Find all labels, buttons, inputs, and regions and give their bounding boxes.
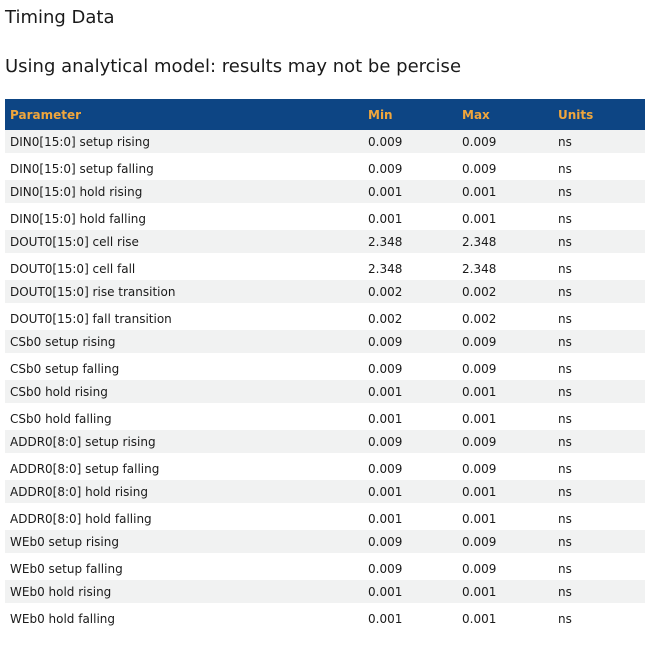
units-cell: ns <box>553 305 645 330</box>
max-cell: 0.002 <box>457 280 553 305</box>
max-cell: 0.001 <box>457 380 553 405</box>
parameter-cell: DIN0[15:0] setup rising <box>5 130 363 155</box>
units-cell: ns <box>553 430 645 455</box>
column-header-units: Units <box>553 99 645 130</box>
table-row <box>5 430 645 455</box>
parameter-cell: WEb0 hold rising <box>5 580 363 605</box>
units-cell: ns <box>553 505 645 530</box>
units-cell: ns <box>553 530 645 555</box>
units-cell: ns <box>553 580 645 605</box>
units-cell: ns <box>553 280 645 305</box>
max-cell: 0.009 <box>457 355 553 380</box>
min-cell: 0.009 <box>363 130 457 155</box>
units-cell: ns <box>553 180 645 205</box>
units-cell: ns <box>553 355 645 380</box>
table-row <box>5 180 645 205</box>
table-row <box>5 205 645 230</box>
table-row <box>5 130 645 155</box>
parameter-cell: CSb0 hold falling <box>5 405 363 430</box>
min-cell: 0.001 <box>363 480 457 505</box>
min-cell: 2.348 <box>363 255 457 280</box>
min-cell: 2.348 <box>363 230 457 255</box>
min-cell: 0.009 <box>363 555 457 580</box>
min-cell: 0.001 <box>363 380 457 405</box>
min-cell: 0.001 <box>363 180 457 205</box>
parameter-cell: DOUT0[15:0] rise transition <box>5 280 363 305</box>
min-cell: 0.002 <box>363 305 457 330</box>
min-cell: 0.009 <box>363 455 457 480</box>
min-cell: 0.001 <box>363 605 457 630</box>
max-cell: 0.009 <box>457 455 553 480</box>
max-cell: 0.009 <box>457 555 553 580</box>
min-cell: 0.001 <box>363 205 457 230</box>
max-cell: 0.001 <box>457 180 553 205</box>
parameter-cell: DIN0[15:0] hold falling <box>5 205 363 230</box>
parameter-cell: WEb0 hold falling <box>5 605 363 630</box>
min-cell: 0.001 <box>363 580 457 605</box>
table-row <box>5 580 645 605</box>
parameter-cell: ADDR0[8:0] setup rising <box>5 430 363 455</box>
units-cell: ns <box>553 205 645 230</box>
max-cell: 0.001 <box>457 505 553 530</box>
table-row <box>5 480 645 505</box>
max-cell: 0.001 <box>457 580 553 605</box>
table-row <box>5 605 645 630</box>
min-cell: 0.009 <box>363 530 457 555</box>
parameter-cell: WEb0 setup rising <box>5 530 363 555</box>
table-row <box>5 280 645 305</box>
max-cell: 0.001 <box>457 480 553 505</box>
min-cell: 0.009 <box>363 355 457 380</box>
parameter-cell: CSb0 setup falling <box>5 355 363 380</box>
table-row <box>5 380 645 405</box>
timing-table-body <box>5 130 645 630</box>
units-cell: ns <box>553 480 645 505</box>
units-cell: ns <box>553 330 645 355</box>
table-row <box>5 555 645 580</box>
parameter-cell: ADDR0[8:0] hold falling <box>5 505 363 530</box>
units-cell: ns <box>553 255 645 280</box>
max-cell: 2.348 <box>457 230 553 255</box>
units-cell: ns <box>553 555 645 580</box>
min-cell: 0.002 <box>363 280 457 305</box>
parameter-cell: DOUT0[15:0] cell rise <box>5 230 363 255</box>
table-row <box>5 155 645 180</box>
parameter-cell: DOUT0[15:0] fall transition <box>5 305 363 330</box>
units-cell: ns <box>553 455 645 480</box>
table-row <box>5 355 645 380</box>
units-cell: ns <box>553 130 645 155</box>
column-header-min: Min <box>363 99 457 130</box>
max-cell: 0.002 <box>457 305 553 330</box>
table-row <box>5 455 645 480</box>
max-cell: 0.009 <box>457 330 553 355</box>
header-row <box>5 99 645 130</box>
table-row <box>5 505 645 530</box>
timing-data-table <box>5 99 645 630</box>
table-row <box>5 305 645 330</box>
page-title: Timing Data <box>5 7 115 28</box>
min-cell: 0.001 <box>363 405 457 430</box>
parameter-cell: DOUT0[15:0] cell fall <box>5 255 363 280</box>
min-cell: 0.009 <box>363 430 457 455</box>
units-cell: ns <box>553 380 645 405</box>
max-cell: 0.001 <box>457 205 553 230</box>
column-header-parameter: Parameter <box>5 99 363 130</box>
parameter-cell: ADDR0[8:0] hold rising <box>5 480 363 505</box>
max-cell: 0.009 <box>457 530 553 555</box>
column-header-max: Max <box>457 99 553 130</box>
page-subtitle: Using analytical model: results may not be percise <box>5 56 462 77</box>
table-row <box>5 405 645 430</box>
table-row <box>5 530 645 555</box>
min-cell: 0.009 <box>363 330 457 355</box>
units-cell: ns <box>553 155 645 180</box>
max-cell: 0.001 <box>457 605 553 630</box>
max-cell: 0.009 <box>457 430 553 455</box>
units-cell: ns <box>553 230 645 255</box>
parameter-cell: DIN0[15:0] hold rising <box>5 180 363 205</box>
min-cell: 0.001 <box>363 505 457 530</box>
max-cell: 2.348 <box>457 255 553 280</box>
table-row <box>5 230 645 255</box>
parameter-cell: WEb0 setup falling <box>5 555 363 580</box>
units-cell: ns <box>553 405 645 430</box>
table-row <box>5 255 645 280</box>
parameter-cell: DIN0[15:0] setup falling <box>5 155 363 180</box>
max-cell: 0.009 <box>457 130 553 155</box>
timing-table-header <box>5 99 645 130</box>
min-cell: 0.009 <box>363 155 457 180</box>
max-cell: 0.009 <box>457 155 553 180</box>
parameter-cell: CSb0 setup rising <box>5 330 363 355</box>
table-row <box>5 330 645 355</box>
max-cell: 0.001 <box>457 405 553 430</box>
parameter-cell: ADDR0[8:0] setup falling <box>5 455 363 480</box>
parameter-cell: CSb0 hold rising <box>5 380 363 405</box>
units-cell: ns <box>553 605 645 630</box>
